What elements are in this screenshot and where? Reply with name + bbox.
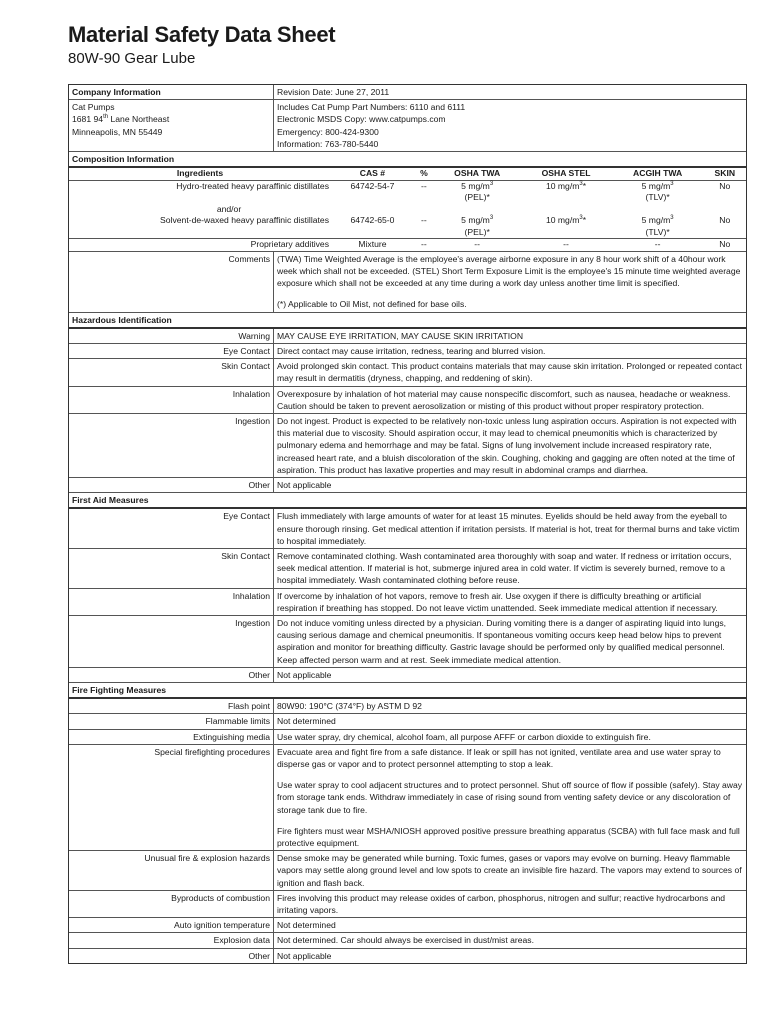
first-aid-label: Skin Contact <box>69 549 274 588</box>
hazard-row-skin-contact <box>69 358 746 385</box>
comments-label: Comments <box>69 252 274 312</box>
company-name: Cat Pumps <box>72 102 115 113</box>
first-aid-text: If overcome by inhalation of hot vapors, remove to fresh air. Use oxygen if there is difficulty breathing or artificial respiration if breathing has stopped. Do not leave victim unattended. Seek immediate medical attention if necessary. <box>277 590 718 613</box>
first-aid-label: Other <box>69 668 274 682</box>
col-skin: SKIN <box>704 168 746 180</box>
company-contacts <box>274 100 746 151</box>
flammable-limits-row: Flammable limits Not determined <box>69 713 746 728</box>
table-row: Hydro-treated heavy paraffinic distillates 64742-54-7 -- 5 $mg/m^3$ (PEL)* 10 $mg/m^3*$ 5 $mg/m^3$ (TLV)* No <box>176 180 731 203</box>
table-row: and/or <box>216 203 242 214</box>
col-acgih-twa: ACGIH TWA <box>612 168 704 180</box>
revision-date: Revision Date: June 27, 2011 <box>277 87 390 97</box>
company-street: 1681 94th Lane Northeast <box>72 114 170 125</box>
col-osha-twa: OSHA TWA <box>434 168 520 180</box>
special-procedures-row: Special firefighting procedures Evacuate area and fight fire from a safe distance. If leak or spill has not ignited, ventilate area and use water spray to disperse gas or vapor and to protect personnel attempting to stop a leak. Use water spray to cool adjacent structures and to protect personnel. Shut off source of flow if possible (safely). Stay away from storage tank ends. Withdraw immediately in case of rising sound from venting safety device or any discoloration of storage tank due to fire. Fire fighters must wear MSHA/NIOSH approved positive pressure breathing apparatus (SCBA) with full face mask and full protective equipment. <box>69 744 746 850</box>
first-aid-heading: First Aid Measures <box>69 492 746 507</box>
hazard-text: MAY CAUSE EYE IRRITATION, MAY CAUSE SKIN IRRITATION <box>277 330 524 341</box>
hazard-label: Other <box>69 478 274 492</box>
auto-ignition-row: Auto ignition temperature Not determined <box>69 917 746 932</box>
hazard-text: Not applicable <box>277 479 332 490</box>
composition-table <box>69 166 746 251</box>
hazard-text: Direct contact may cause irritation, redness, tearing and blurred vision. <box>277 345 546 356</box>
hazard-row-eye-contact <box>69 343 746 358</box>
first-aid-text: Not applicable <box>277 669 332 680</box>
msds-table <box>68 84 747 964</box>
first-aid-row-inhalation <box>69 588 746 615</box>
first-aid-row-skin-contact <box>69 548 746 588</box>
first-aid-label: Inhalation <box>69 589 274 615</box>
hazard-text: Overexposure by inhalation of hot material may cause nonspecific discomfort, such as nausea, headache or weakness. Caution should be taken to prevent aerosolization or misting of this product without proper respiratory protection. <box>277 388 731 411</box>
hazard-text: Do not ingest. Product is expected to be relatively non-toxic unless lung aspiration occurs. Aspiration is not expected with this material due to viscosity. Should aspiration occur, it may lead to chemical pneumonitis which is characterized by pulmonary edema and hemorrhage and may be fatal. Signs of lung involvement include increased respiratory rate, increased heart rate, and a bluish discoloration of the skin. Coughing, choking and gagging are often noted at the time of aspiration. This product has laxative properties and may result in abdominal cramps and diarrhea. <box>277 415 737 475</box>
extinguishing-media-row: Extinguishing media Use water spray, dry chemical, alcohol foam, all purpose AFFF or carbon dioxide to extinguish fire. <box>69 729 746 744</box>
company-details <box>69 99 746 151</box>
hazard-label: Skin Contact <box>69 359 274 385</box>
col-osha-stel: OSHA STEL <box>520 168 611 180</box>
company-heading: Company Information <box>72 87 161 97</box>
comments-row <box>69 251 746 312</box>
emergency-phone: Emergency: 800-424-9300 <box>277 126 379 137</box>
document-title: Material Safety Data Sheet <box>68 22 336 47</box>
unusual-hazards-row: Unusual fire & explosion hazards Dense smoke may be generated while burning. Toxic fumes, gases or vapors may evolve on burning. Heavy flammable vapors may settle along ground level and low spots to create an invisible fire hazard. The vapors may extend to sources of ignition and flash back. <box>69 850 746 890</box>
hazard-heading: Hazardous Identification <box>69 312 746 327</box>
flash-point-row: Flash point 80W90: 190°C (374°F) by ASTM D 92 <box>69 697 746 713</box>
composition-heading: Composition Information <box>69 151 746 166</box>
col-ingredients: Ingredients <box>69 168 331 180</box>
hazard-label: Ingestion <box>69 414 274 477</box>
hazard-label: Eye Contact <box>69 344 274 358</box>
info-phone: Information: 763-780-5440 <box>277 138 379 149</box>
byproducts-row: Byproducts of combustion Fires involving this product may release oxides of carbon, phosphorus, nitrogen and sulfur; reactive hydrocarbons and irritating vapors. <box>69 890 746 917</box>
hazard-row-warning <box>69 327 746 343</box>
company-city: Minneapolis, MN 55449 <box>72 126 163 137</box>
fire-heading: Fire Fighting Measures <box>69 682 746 697</box>
company-section <box>69 85 746 99</box>
msds-copy: Electronic MSDS Copy: www.catpumps.com <box>277 114 446 125</box>
fire-other-row: Other Not applicable <box>69 948 746 963</box>
document-subtitle: 80W-90 Gear Lube <box>68 50 196 67</box>
hazard-label: Warning <box>69 329 274 343</box>
first-aid-text: Remove contaminated clothing. Wash contaminated area thoroughly with soap and water. If redness or irritation occurs, seek medical attention. If material is hot, submerge injured area in cold water. If victim is severely burned, remove to a hospital immediately. Wash contaminated clothing before reuse. <box>277 550 732 586</box>
company-left <box>69 85 274 99</box>
first-aid-text: Do not induce vomiting unless directed by a physician. During vomiting there is a danger of aspirating liquid into lungs, causing serious damage and chemical pneumonitis. If spontaneous vomiting occurs keep head below hips to prevent aspiration and monitor for breathing difficulty. Gastric lavage should be performed only by qualified medical personnel. Keep affected person warm and at rest. Seek immediate medical attention. <box>277 618 727 665</box>
col-cas: CAS # <box>331 168 414 180</box>
first-aid-text: Flush immediately with large amounts of water for at least 15 minutes. Eyelids should be held away from the eyeball to ensure thorough rinsing. Get medical attention if irritation persists. If material is hot, treat for thermal burns and take victim to hospital immediately. <box>277 511 740 546</box>
hazard-row-ingestion <box>69 413 746 477</box>
first-aid-label: Eye Contact <box>69 509 274 548</box>
first-aid-label: Ingestion <box>69 616 274 667</box>
col-percent: % <box>414 168 434 180</box>
hazard-label: Inhalation <box>69 387 274 413</box>
table-row: Proprietary additives Mixture -- -- -- -- No <box>69 239 746 251</box>
first-aid-row-ingestion <box>69 615 746 667</box>
first-aid-row-eye-contact <box>69 507 746 548</box>
comments-text: (TWA) Time Weighted Average is the employee's average airborne exposure in any 8 hour work shift of a 40hour work week which shall not be exceeded. (STEL) Short Term Exposure Limit is the employee's 15 minute time weighted average exposure which shall not be exceeded at any time during a work day unless another time limit is specified. (*) Applicable to Oil Mist, not defined for base oils. <box>277 253 741 310</box>
explosion-data-row: Explosion data Not determined. Car should always be exercised in dust/mist areas. <box>69 932 746 947</box>
hazard-row-other <box>69 477 746 492</box>
first-aid-row-other <box>69 667 746 682</box>
hazard-text: Avoid prolonged skin contact. This product contains materials that may cause skin irritation. Prolonged or repeated contact may result in dermatitis (dryness, chapping, and reddening of skin). <box>277 361 742 384</box>
company-address <box>69 100 274 151</box>
hazard-row-inhalation <box>69 386 746 413</box>
table-row: Solvent-de-waxed heavy paraffinic distillates 64742-65-0 -- 5 $mg/m^3$ (PEL)* 10 $mg/m^3*$ 5 $mg/m^3$ (TLV)* No <box>160 215 731 237</box>
part-numbers: Includes Cat Pump Part Numbers: 6110 and 6111 <box>277 102 466 113</box>
